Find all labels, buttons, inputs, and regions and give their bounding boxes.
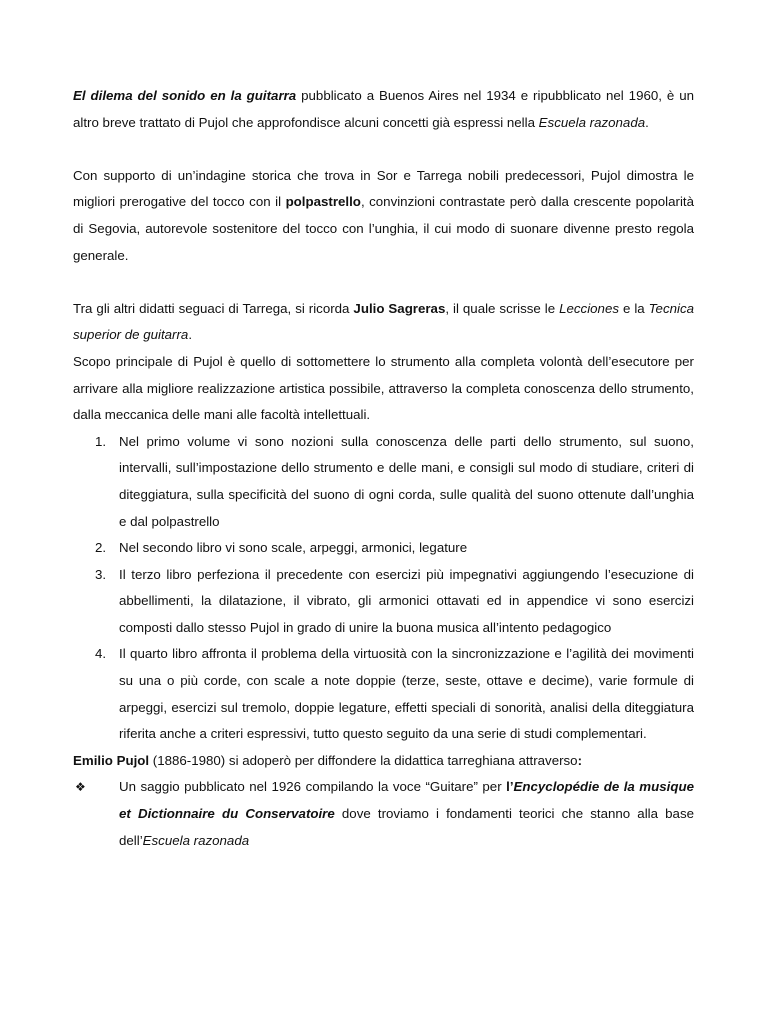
list-item-text: Il terzo libro perfeziona il precedente con esercizi più impegnativi aggiungendo l’esecuzione di abbellimenti, la dilatazione, il vibrato, gli armonici ottavati ed in appendice vi sono esercizi composti dallo stesso Pujol in grado di unire la buona musica all’intento pedagogico: [119, 566, 694, 635]
list-item-text: Il quarto libro affronta il problema della virtuosità con la sincronizzazione e l’agilità dei movimenti su una o più corde, con scale a note doppie (terze, seste, ottave e decime), varie formule di arpeggi, esercizi sul tremolo, doppie legature, effetti speciali di sonorità, analisi della diteggiatura riferita anche a criteri espressivi, tutto questo seguito da una serie di studi complementari.: [119, 646, 694, 742]
paragraph-emilio-pujol: Emilio Pujol (1886-1980) si adoperò per diffondere la didattica tarreghiana attraverso:: [73, 752, 583, 768]
title-encyclopedie: Encyclopédie de la musique et Dictionnaire du Conservatoire: [119, 779, 694, 822]
list-item: [73, 535, 694, 562]
paragraph-dilema: El dilema del sonido en la guitarra pubblicato a Buenos Aires nel 1934 e ripubblicato nel 1960, è un altro breve trattato di Pujol che approfondisce alcuni concetti già espressi nella Escuela razonada.: [73, 88, 695, 130]
paragraph-gap: [73, 269, 694, 296]
paragraph-gap: [73, 136, 694, 163]
list-item: [73, 562, 694, 642]
diamond-bullet-icon: ❖: [75, 780, 86, 795]
list-number: 3.: [95, 566, 107, 582]
numbered-list: [73, 429, 694, 748]
paragraph-supporto: Con supporto di un’indagine storica che trova in Sor e Tarrega nobili predecessori, Pujol dimostra le migliori prerogative del tocco con il polpastrello, convinzioni contrastate però dalla crescente popolarità di Segovia, autorevole sostenitore del tocco con l’unghia, il cui modo di suonare divenne presto regola generale.: [73, 167, 694, 263]
list-item-text: Nel primo volume vi sono nozioni sulla conoscenza delle parti dello strumento, sul suono, intervalli, sull’impostazione dello strumento e delle mani, e consigli sul modo di studiare, criteri di diteggiatura, sulla specificità del suono di ogni corda, sulle qualità del suono ottenute dall’unghia e dal polpastrello: [119, 433, 694, 529]
paragraph-scopo: Scopo principale di Pujol è quello di sottomettere lo strumento alla completa volontà dell’esecutore per arrivare alla migliore realizzazione artistica possibile, attraverso la completa conoscenza dello strumento, dalla meccanica delle mani alle facoltà intellettuali.: [73, 353, 694, 423]
name-julio-sagreras: Julio Sagreras: [353, 300, 446, 316]
list-number: 4.: [95, 646, 107, 662]
title-tecnica: Tecnica superior de guitarra: [73, 300, 694, 343]
document-page: [73, 83, 694, 854]
name-emilio-pujol: Emilio Pujol: [73, 752, 150, 768]
list-item: [73, 429, 694, 535]
list-item: [73, 641, 694, 747]
title-lecciones: Lecciones: [559, 300, 619, 316]
paragraph-sagreras: Tra gli altri didatti seguaci di Tarrega, si ricorda Julio Sagreras, il quale scrisse le Lecciones e la Tecnica superior de guitarra.: [73, 300, 694, 343]
ref-escuela: Escuela razonada: [538, 114, 646, 130]
title-dilema: El dilema del sonido en la guitarra: [73, 88, 297, 103]
list-item: ❖ Un saggio pubblicato nel 1926 compilando la voce “Guitare” per l’Encyclopédie de la musique et Dictionnaire du Conservatoire dove troviamo i fondamenti teorici che stanno alla base dell’Escuela razonada: [73, 774, 694, 854]
term-polpastrello: polpastrello: [285, 194, 361, 210]
list-item-text: Nel secondo libro vi sono scale, arpeggi, armonici, legature: [119, 540, 468, 556]
bullet-list: [73, 774, 694, 854]
list-number: 1.: [95, 433, 107, 449]
ref-escuela-razonada: Escuela razonada: [142, 832, 250, 848]
list-number: 2.: [95, 540, 107, 556]
